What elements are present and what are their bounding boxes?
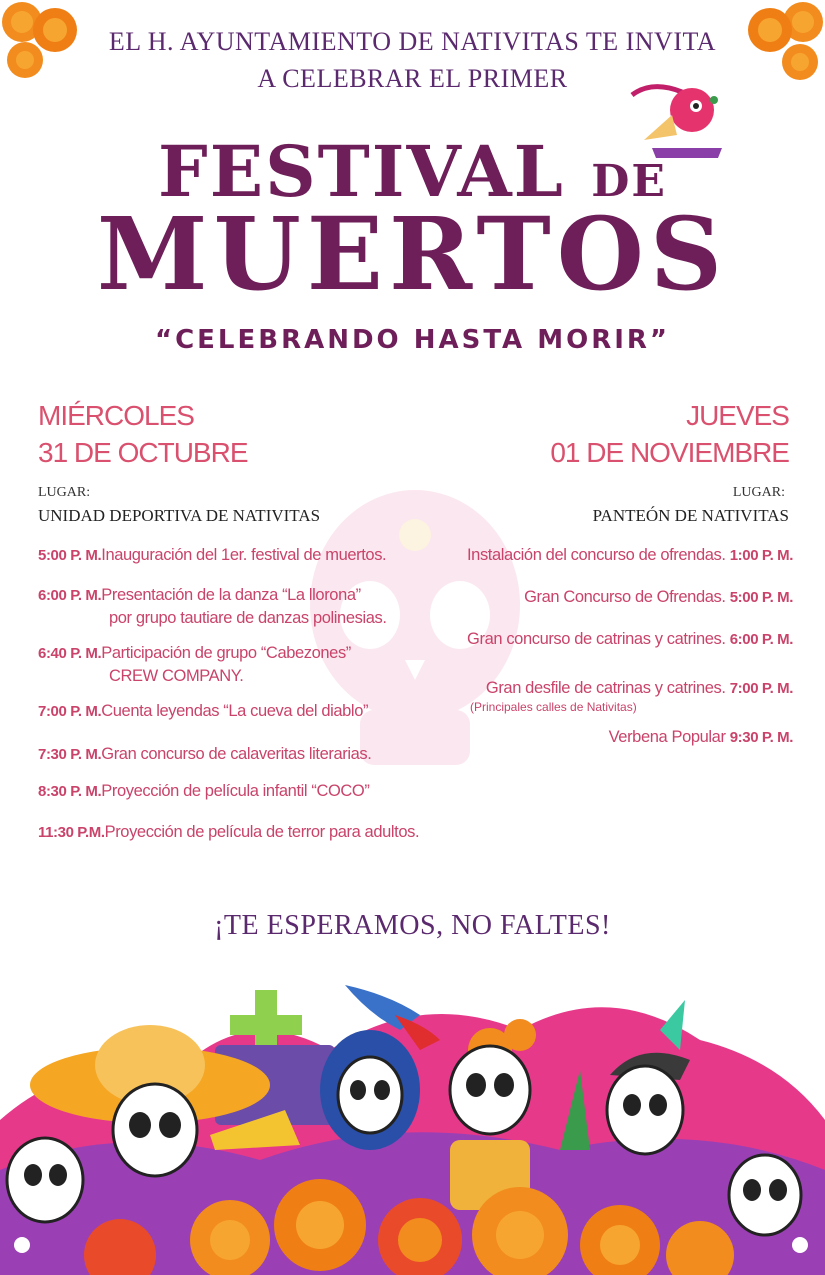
- left-date: 31 DE OCTUBRE: [38, 437, 248, 468]
- left-venue: UNIDAD DEPORTIVA DE NATIVITAS: [38, 506, 321, 525]
- festival-word: FESTIVAL: [158, 130, 565, 213]
- left-lugar-label: LUGAR:: [38, 485, 91, 500]
- schedule-item: 8:30 P. M.Proyección de película infantil “COCO”: [38, 782, 370, 800]
- invitation-line-2: A CELEBRAR EL PRIMER: [257, 64, 568, 93]
- right-lugar-label: LUGAR:: [732, 485, 785, 500]
- schedule-item: Gran concurso de catrinas y catrines. 6:00 P. M.: [467, 630, 793, 648]
- closing-message: ¡TE ESPERAMOS, NO FALTES!: [214, 910, 611, 941]
- schedule-item: Instalación del concurso de ofrendas. 1:00 P. M.: [467, 546, 793, 564]
- right-date: 01 DE NOVIEMBRE: [550, 437, 789, 468]
- schedule-item: 5:00 P. M.Inauguración del 1er. festival de muertos.: [38, 546, 387, 564]
- schedule-item: 7:00 P. M.Cuenta leyendas “La cueva del diablo”: [38, 702, 369, 720]
- schedule-item: 7:30 P. M.Gran concurso de calaveritas literarias.: [38, 745, 372, 763]
- schedule-item: Gran Concurso de Ofrendas. 5:00 P. M.: [524, 588, 793, 606]
- left-weekday: MIÉRCOLES: [38, 400, 194, 431]
- schedule-item: 11:30 P.M.Proyección de película de terror para adultos.: [38, 823, 420, 841]
- slogan: “CELEBRANDO HASTA MORIR”: [155, 325, 670, 355]
- muertos-title: MUERTOS: [96, 195, 729, 313]
- invitation-line-1: EL H. AYUNTAMIENTO DE NATIVITAS TE INVITA: [108, 27, 717, 56]
- skeleton-celebration-illustration: [0, 970, 825, 1275]
- schedule-note: (Principales calles de Nativitas): [470, 700, 637, 714]
- schedule-item: Verbena Popular 9:30 P. M.: [608, 728, 793, 746]
- schedule-item: 6:00 P. M.Presentación de la danza “La llorona” por grupo tautiare de danzas polinesias.: [38, 586, 387, 627]
- schedule-item: 6:40 P. M.Participación de grupo “Cabezones” CREW COMPANY.: [38, 644, 351, 685]
- de-word: DE: [591, 156, 667, 207]
- schedule-item: Gran desfile de catrinas y catrines. 7:00 P. M.: [485, 679, 793, 697]
- right-weekday: JUEVES: [686, 400, 789, 431]
- right-venue: PANTEÓN DE NATIVITAS: [592, 506, 789, 525]
